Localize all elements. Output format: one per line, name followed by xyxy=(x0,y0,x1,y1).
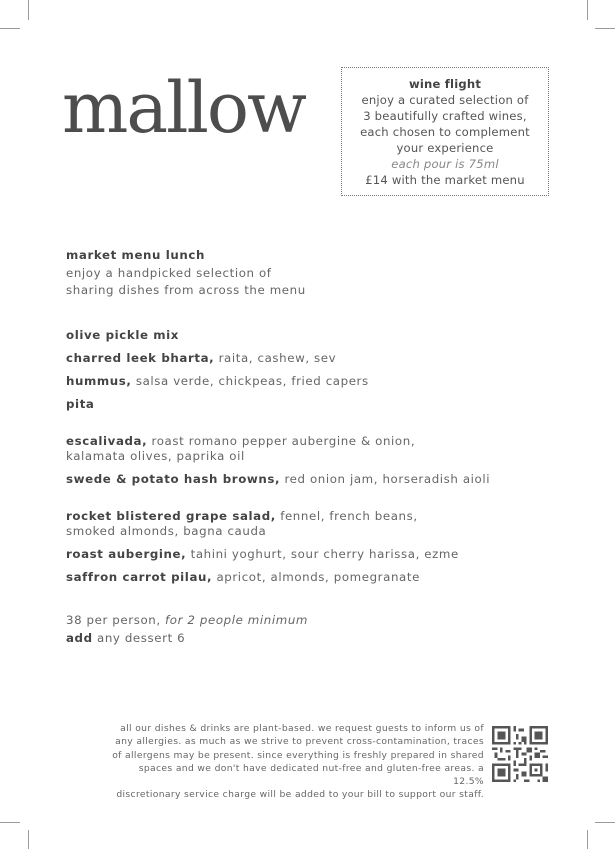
menu-item xyxy=(66,434,466,464)
menu-intro-line: enjoy a handpicked selection of xyxy=(66,266,272,280)
price-condition: for 2 people minimum xyxy=(165,613,308,627)
menu-item xyxy=(66,328,536,343)
dish-desc: raita, cashew, sev xyxy=(214,351,337,365)
dish-name: olive pickle mix xyxy=(66,328,180,342)
menu-group-2 xyxy=(66,434,536,487)
dish-desc: salsa verde, chickpeas, fried capers xyxy=(131,374,369,388)
crop-mark xyxy=(28,0,29,20)
menu-price xyxy=(66,611,536,647)
dish-desc: tahini yoghurt, sour cherry harissa, ezme xyxy=(186,547,459,561)
allergen-footnote xyxy=(110,722,484,802)
dish-name: saffron carrot pilau, xyxy=(66,570,213,584)
dish-desc: roast romano pepper aubergine & onion, kalamata olives, paprika oil xyxy=(66,434,416,463)
addon-label: add xyxy=(66,631,93,645)
menu-item xyxy=(66,374,536,389)
crop-mark xyxy=(587,0,588,20)
dish-name: hummus, xyxy=(66,374,132,388)
menu-intro xyxy=(66,265,536,299)
footnote-line: of allergens may be present. since everything is freshly prepared in shared xyxy=(112,749,484,761)
menu-item xyxy=(66,509,446,539)
wine-flight-line: 3 beautifully crafted wines, xyxy=(363,109,527,123)
price-line xyxy=(66,611,536,629)
dish-desc: red onion jam, horseradish aioli xyxy=(280,472,491,486)
menu-item xyxy=(66,547,536,562)
wine-flight-box xyxy=(341,67,549,196)
crop-mark xyxy=(0,822,20,823)
crop-mark xyxy=(587,830,588,849)
footnote-line: all our dishes & drinks are plant-based. we request guests to inform us of xyxy=(120,723,484,734)
menu-group-3 xyxy=(66,509,536,585)
dish-desc: apricot, almonds, pomegranate xyxy=(212,570,420,584)
wine-flight-line: your experience xyxy=(396,141,494,155)
addon-line xyxy=(66,629,536,647)
crop-mark xyxy=(595,28,615,29)
menu-intro-line: sharing dishes from across the menu xyxy=(66,283,306,297)
footnote-line: any allergies. as much as we strive to prevent cross-contamination, traces xyxy=(115,736,484,748)
mallow-logo xyxy=(62,56,312,156)
dish-name: rocket blistered grape salad, xyxy=(66,509,276,523)
logo-wordmark xyxy=(62,56,312,156)
footnote-line: discretionary service charge will be added to your bill to support our staff. xyxy=(116,789,484,801)
menu-group-1 xyxy=(66,328,536,412)
dish-name: escalivada, xyxy=(66,434,148,448)
menu-item xyxy=(66,472,536,487)
svg-text:mallow: mallow xyxy=(62,67,305,149)
wine-flight-note: each pour is 75ml xyxy=(391,157,499,171)
wine-flight-title: wine flight xyxy=(408,77,482,91)
wine-flight-line: each chosen to complement xyxy=(360,125,530,139)
menu-item xyxy=(66,397,536,412)
crop-mark xyxy=(595,822,615,823)
wine-flight-line: enjoy a curated selection of xyxy=(361,93,529,107)
menu-heading: market menu lunch xyxy=(66,248,205,262)
dish-name: charred leek bharta, xyxy=(66,351,215,365)
menu-item xyxy=(66,570,536,585)
dish-desc: fennel, french beans, smoked almonds, bagna cauda xyxy=(66,509,418,538)
market-menu xyxy=(66,247,536,647)
dish-name: roast aubergine, xyxy=(66,547,187,561)
wine-flight-price: £14 with the market menu xyxy=(365,173,525,187)
dish-name: pita xyxy=(66,397,95,411)
price-amount: 38 per person, xyxy=(66,613,166,627)
menu-item xyxy=(66,351,536,366)
qr-code-icon[interactable] xyxy=(492,726,548,782)
footnote-line: spaces and we don't have dedicated nut-free and gluten-free areas. a 12.5% xyxy=(138,762,484,788)
dish-name: swede & potato hash browns, xyxy=(66,472,281,486)
crop-mark xyxy=(0,28,20,29)
addon-text: any dessert 6 xyxy=(92,631,186,645)
crop-mark xyxy=(28,830,29,849)
